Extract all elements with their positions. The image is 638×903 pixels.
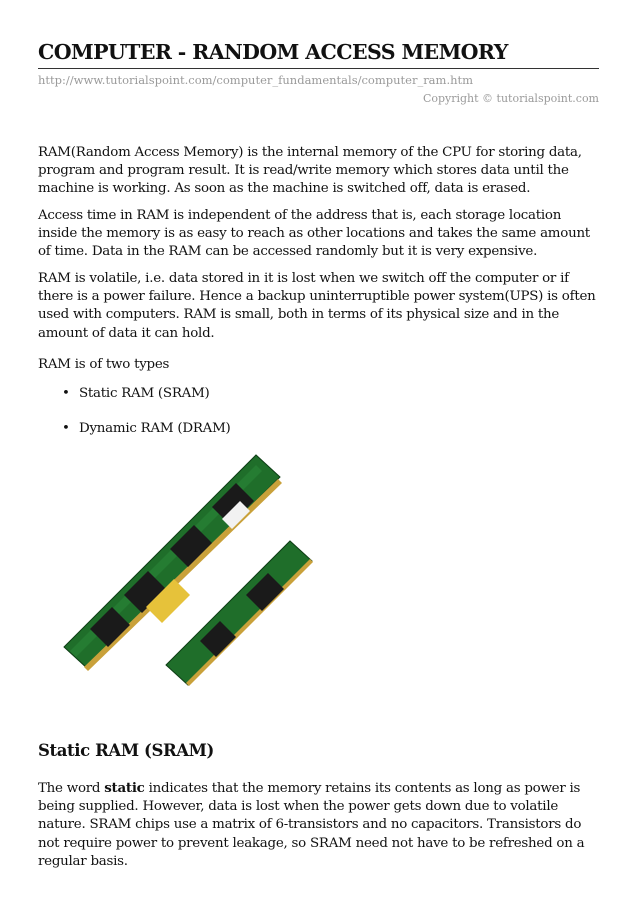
list-item (62, 385, 231, 420)
list-item-label: Static RAM (SRAM) (79, 386, 210, 401)
ram-modules-image (50, 445, 320, 715)
section-heading-sram: Static RAM (SRAM) (38, 741, 214, 760)
bold-word-static: static (104, 780, 145, 796)
sram-text-before: The word (38, 781, 105, 796)
sram-text-after: indicates that the memory retains its contents as long as power is being supplied. However, data is lost when the power gets down due to volatile nature. SRAM chips use a matrix of 6-transistors and no capacitors. Transistors do not require power to prevent leakage, so SRAM need not have to be refreshed on a regular basis. (38, 781, 585, 869)
bullet-icon: • (62, 421, 70, 436)
paragraph-access-time: Access time in RAM is independent of the address that is, each storage location inside the memory is as easy to reach as other locations and takes the same amount of time. Data in the RAM can be accessed randomly but it is very expensive. (38, 208, 590, 260)
paragraph-sram (38, 779, 602, 871)
large-ram-module (64, 455, 282, 671)
list-item-label: Dynamic RAM (DRAM) (79, 421, 231, 436)
title-divider (38, 68, 599, 69)
copyright-notice: Copyright © tutorialspoint.com (422, 92, 599, 105)
paragraph-volatile: RAM is volatile, i.e. data stored in it is lost when we switch off the computer or if there is a power failure. Hence a backup uninterruptible power system(UPS) is often used with computers. RAM is small, both in terms of its physical size and in the amount of data it can hold. (38, 271, 596, 341)
page-title: COMPUTER - RANDOM ACCESS MEMORY (38, 40, 508, 64)
paragraph-intro: RAM(Random Access Memory) is the internal memory of the CPU for storing data, program and program result. It is read/write memory which stores data until the machine is working. As soon as the machine is switched off, data is erased. (38, 145, 582, 197)
paragraph-types-intro: RAM is of two types (38, 357, 170, 372)
source-url: http://www.tutorialspoint.com/computer_fundamentals/computer_ram.htm (38, 73, 474, 87)
bullet-icon: • (62, 386, 70, 401)
